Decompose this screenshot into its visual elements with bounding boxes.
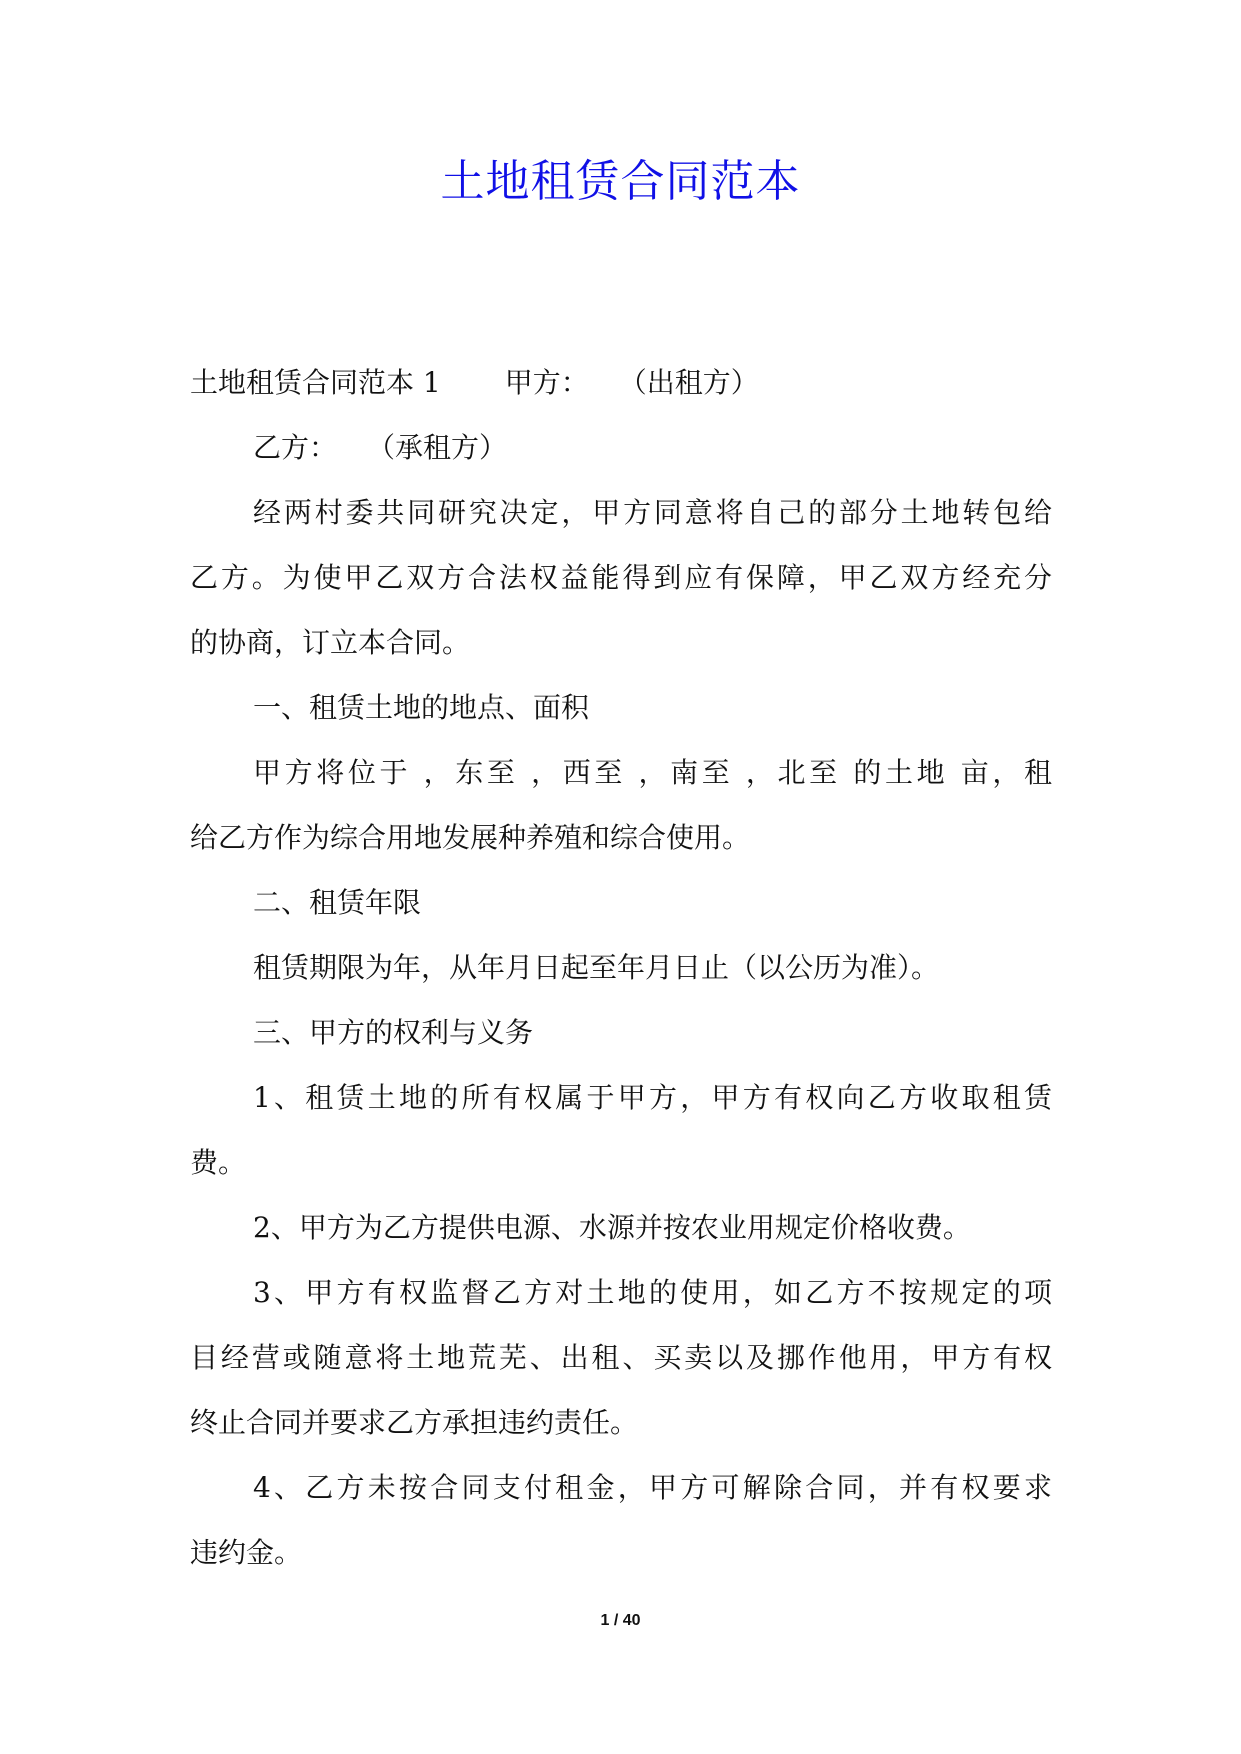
- document-body: [190, 350, 1052, 1585]
- party-a-role: （出租方）: [618, 366, 759, 399]
- paragraph-line: 违约金。: [190, 1536, 303, 1569]
- paragraph-line: 费。: [190, 1146, 247, 1179]
- section-heading: 一、租赁土地的地点、面积: [253, 691, 590, 724]
- paragraph-line: 甲方将位于 ，东至 ，西至 ，南至 ，北至 的土地 亩，租: [253, 756, 1052, 789]
- paragraph-line: 的协商，订立本合同。: [190, 626, 471, 659]
- paragraph-line: 终止合同并要求乙方承担违约责任。: [190, 1406, 639, 1439]
- document-title: 土地租赁合同范本: [440, 156, 801, 207]
- paragraph-line: 3、甲方有权监督乙方对土地的使用，如乙方不按规定的项: [253, 1276, 1052, 1309]
- paragraph-line: 乙方。为使甲乙双方合法权益能得到应有保障，甲乙双方经充分: [190, 561, 1052, 594]
- header-line: [190, 350, 1052, 415]
- section-title: 土地租赁合同范本 1: [190, 366, 441, 399]
- paragraph-line: 1、租赁土地的所有权属于甲方，甲方有权向乙方收取租赁: [253, 1081, 1052, 1114]
- party-b-line: [190, 415, 1052, 480]
- section-heading: 三、甲方的权利与义务: [253, 1016, 534, 1049]
- party-b-role: （承租方）: [367, 431, 508, 464]
- paragraph-line: 经两村委共同研究决定，甲方同意将自己的部分土地转包给: [253, 496, 1052, 529]
- paragraph-line: 租赁期限为年，从年月日起至年月日止（以公历为准）。: [253, 951, 940, 984]
- paragraph-line: 2、甲方为乙方提供电源、水源并按农业用规定价格收费。: [253, 1211, 971, 1244]
- page-number: 1 / 40: [600, 1612, 641, 1629]
- paragraph-line: 给乙方作为综合用地发展种养殖和综合使用。: [190, 821, 751, 854]
- paragraph-line: 目经营或随意将土地荒芜、出租、买卖以及挪作他用，甲方有权: [190, 1341, 1052, 1374]
- party-b-label: 乙方：: [253, 431, 338, 464]
- paragraph-line: 4、乙方未按合同支付租金，甲方可解除合同，并有权要求: [253, 1471, 1052, 1504]
- section-heading: 二、租赁年限: [253, 886, 422, 919]
- party-a-label: 甲方：: [504, 366, 589, 399]
